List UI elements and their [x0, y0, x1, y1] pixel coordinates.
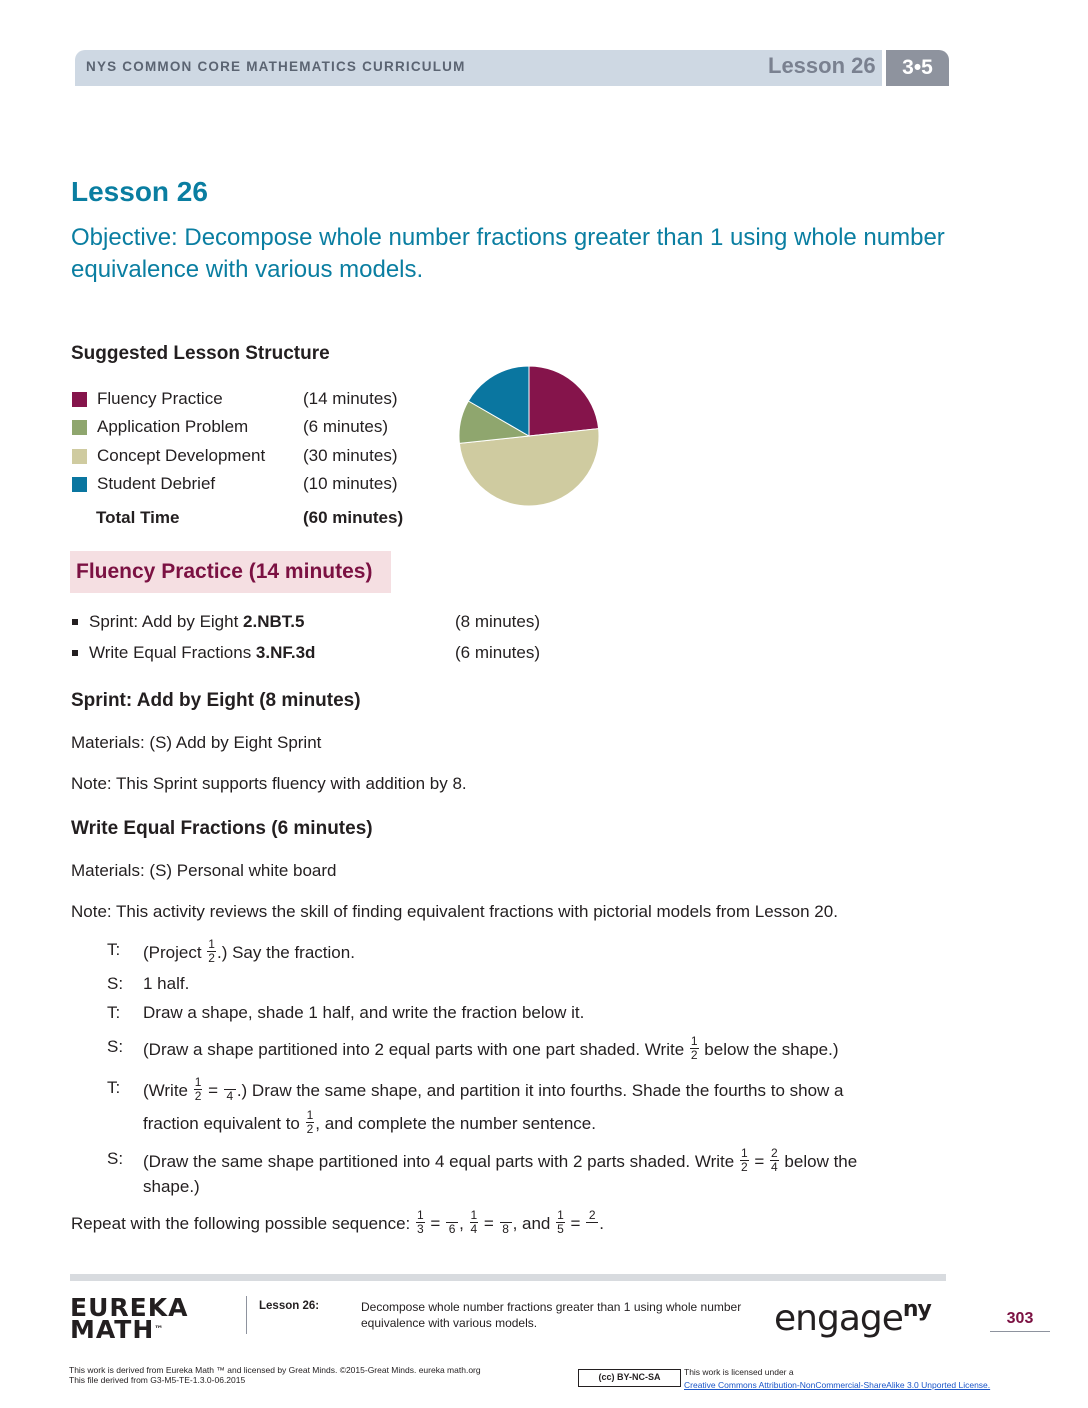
speaker-student: S: — [107, 974, 124, 993]
fluency-bullet — [89, 612, 304, 632]
fluency-bullet-standard: 2.NBT.5 — [243, 612, 305, 631]
structure-item-label: Application Problem — [97, 417, 249, 436]
dialogue-line: (Draw the same shape partitioned into 4 equal parts with 2 parts shaded. Write $\frac{1}{2}$ = $\frac{2}{4}$ below the — [143, 1146, 858, 1174]
page-number-rule — [990, 1331, 1050, 1332]
wef-heading: Write Equal Fractions (6 minutes) — [71, 818, 373, 839]
grade-module-badge: 3•5 — [886, 50, 949, 86]
page-number: 303 — [1006, 1310, 1034, 1327]
lesson-structure-pie — [455, 362, 603, 510]
dialogue-line: Draw a shape, shade 1 half, and write the fraction below it. — [143, 1003, 585, 1022]
header-lesson-label: Lesson 26 — [768, 53, 876, 78]
speaker-student: S: — [107, 1037, 124, 1056]
concept-swatch — [72, 449, 87, 464]
total-time-value: (60 minutes) — [303, 508, 404, 527]
license-link[interactable]: Creative Commons Attribution-NonCommercial-ShareAlike 3.0 Unported License. — [684, 1380, 991, 1390]
dialogue-line: 1 half. — [143, 974, 190, 993]
cc-license-badge: (cc) BY-NC-SA — [578, 1369, 681, 1387]
engageny-logo: engage$^{ny}$ — [774, 1297, 931, 1339]
fluency-bullet — [89, 643, 315, 663]
dialogue-line: (Project $\frac{1}{2}$ .) Say the fraction. — [143, 937, 355, 965]
fluency-bullet-text: Sprint: Add by Eight — [89, 612, 244, 631]
fraction: 8 — [500, 1209, 512, 1236]
speaker-teacher: T: — [107, 940, 121, 959]
fraction: $\frac{1}{2}$ — [740, 1146, 748, 1174]
total-time-label: Total Time — [96, 508, 180, 527]
footer-lesson: Lesson 26: — [259, 1300, 320, 1312]
structure-item-label: Student Debrief — [97, 474, 216, 493]
structure-item-label: Concept Development — [97, 446, 266, 465]
structure-item-time: (6 minutes) — [303, 417, 389, 436]
fraction: $\frac{1}{4}$ — [470, 1208, 478, 1236]
footer-description: Decompose whole number fractions greater than 1 using whole number equivalence with various models. — [361, 1300, 742, 1330]
fraction: $\frac{1}{2}$ — [194, 1075, 202, 1103]
fraction: $\frac{1}{2}$ — [208, 937, 215, 965]
fluency-bullet-standard: 3.NF.3d — [255, 643, 316, 662]
speaker-teacher: T: — [107, 1003, 121, 1022]
structure-item-label: Fluency Practice — [97, 389, 223, 408]
sprint-materials: Materials: (S) Add by Eight Sprint — [71, 733, 322, 752]
fraction: $\frac{2}{4}$ — [771, 1146, 778, 1174]
structure-heading: Suggested Lesson Structure — [71, 343, 330, 364]
fluency-bullet-text: Write Equal Fractions — [89, 643, 256, 662]
footer-rule — [70, 1274, 946, 1281]
application-swatch — [72, 420, 87, 435]
dialogue-line: (Write $\frac{1}{2}$ = 4 .) Draw the same shape, and partition it into fourths. Shade the fourths to show a — [143, 1075, 844, 1103]
footer-divider — [246, 1296, 247, 1334]
sprint-note: Note: This Sprint supports fluency with addition by 8. — [71, 774, 467, 793]
wef-materials: Materials: (S) Personal white board — [71, 861, 337, 880]
objective: Objective: Decompose whole number fractions greater than 1 using whole number equivalence with various models. — [71, 224, 945, 283]
fluency-heading: Fluency Practice (14 minutes) — [76, 560, 373, 583]
structure-item-time: (30 minutes) — [303, 446, 398, 465]
bullet-icon — [72, 619, 78, 625]
fraction: $\frac{1}{5}$ — [557, 1208, 564, 1236]
fraction: $\frac{1}{2}$ — [690, 1034, 698, 1062]
structure-item-time: (14 minutes) — [303, 389, 398, 408]
cc-icon: (cc) — [598, 1372, 615, 1382]
speaker-student: S: — [107, 1149, 124, 1168]
fraction: 4 — [224, 1076, 236, 1103]
fraction: $\frac{1}{3}$ — [417, 1208, 424, 1236]
repeat-sequence: Repeat with the following possible sequence: $\frac{1}{3}$ = 6 , $\frac{1}{4}$ = 8 , and $\frac{1}{5}$ = 2 . — [71, 1208, 604, 1236]
structure-item-time: (10 minutes) — [303, 474, 398, 493]
license-text: This work is licensed under a — [684, 1367, 794, 1377]
dialogue-line: fraction equivalent to $\frac{1}{2}$ , and complete the number sentence. — [143, 1108, 596, 1136]
speaker-teacher: T: — [107, 1078, 121, 1097]
fluency-bullet-time: (6 minutes) — [455, 643, 541, 662]
eureka-math-logo: EUREKA MATH™ — [70, 1293, 189, 1344]
bullet-icon — [72, 650, 78, 656]
fraction: 6 — [446, 1209, 458, 1236]
fluency-slice — [529, 366, 599, 436]
fluency-swatch — [72, 392, 87, 407]
fraction: $\frac{1}{2}$ — [306, 1108, 314, 1136]
credit-text: This work is derived from Eureka Math ™ and licensed by Great Minds. ©2015-Great Minds. eureka math.org This file derived from G3-M5-TE-1.3.0-06.2015 — [69, 1365, 481, 1385]
sprint-heading: Sprint: Add by Eight (8 minutes) — [71, 690, 361, 711]
wef-note: Note: This activity reviews the skill of finding equivalent fractions with pictorial models from Lesson 20. — [71, 902, 838, 921]
debrief-swatch — [72, 477, 87, 492]
fluency-bullet-time: (8 minutes) — [455, 612, 541, 631]
lesson-title: Lesson 26 — [71, 176, 208, 207]
dialogue-line: shape.) — [143, 1177, 200, 1196]
dialogue-line: (Draw a shape partitioned into 2 equal parts with one part shaded. Write $\frac{1}{2}$ below the shape.) — [143, 1034, 839, 1062]
fraction: 2 — [586, 1209, 598, 1236]
curriculum-label: NYS COMMON CORE MATHEMATICS CURRICULUM — [86, 59, 466, 74]
